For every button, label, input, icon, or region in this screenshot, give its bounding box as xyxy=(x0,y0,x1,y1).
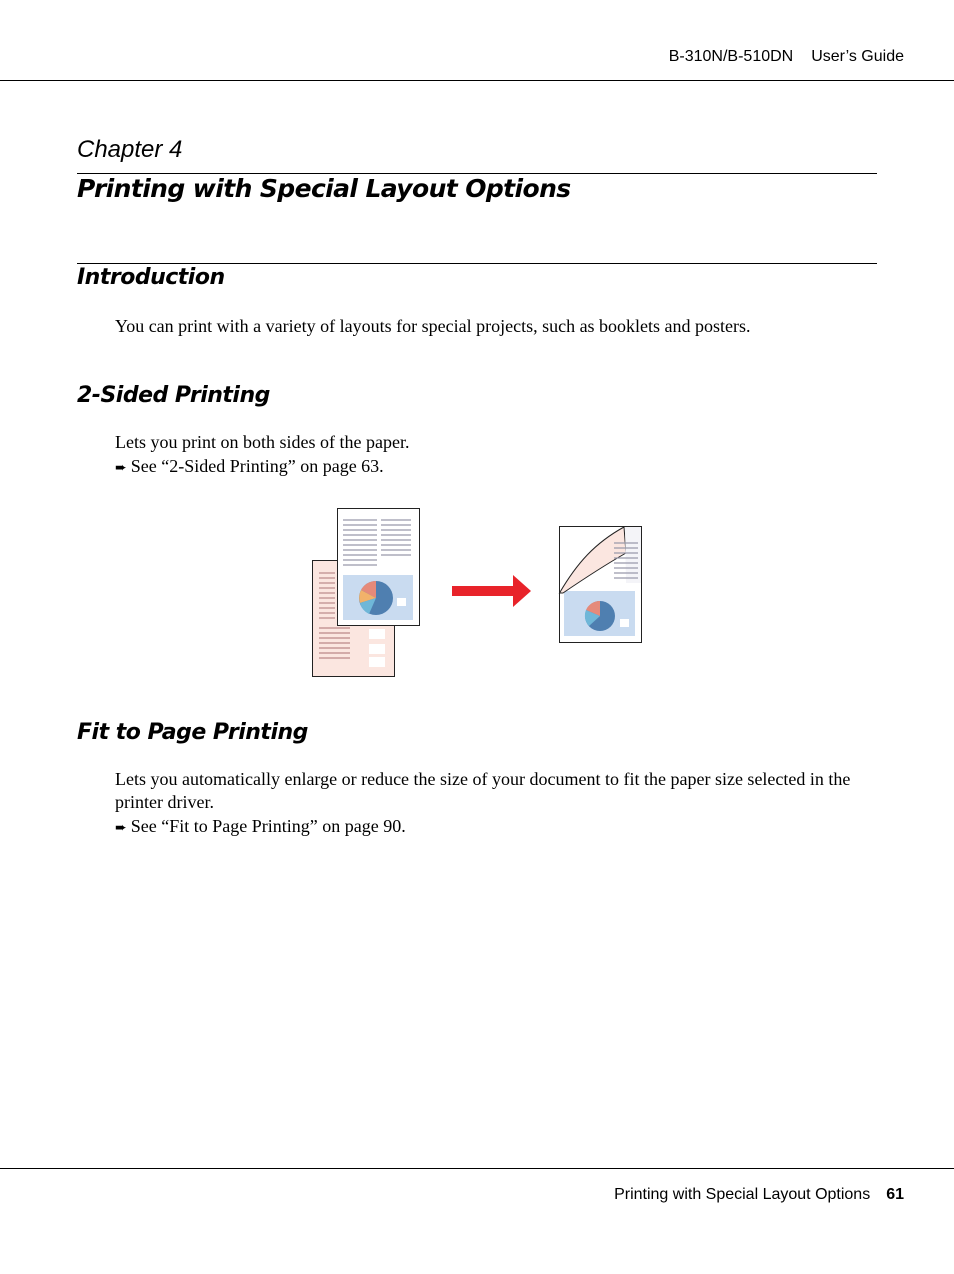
chapter-title: Printing with Special Layout Options xyxy=(77,174,571,203)
fit-to-page-reference-text: See “Fit to Page Printing” on page 90. xyxy=(130,816,406,836)
header-guide: User’s Guide xyxy=(811,48,904,65)
header-rule xyxy=(0,80,954,81)
intro-paragraph: You can print with a variety of layouts for special projects, such as booklets and posters. xyxy=(115,316,751,336)
heading-introduction: Introduction xyxy=(77,265,225,290)
fit-to-page-paragraph: Lets you automatically enlarge or reduce the size of your document to fit the paper size selected in the printer driver. xyxy=(115,769,851,812)
2-sided-reference-text: See “2-Sided Printing” on page 63. xyxy=(130,456,384,476)
right-arrow-icon: ➨ xyxy=(115,820,127,836)
2-sided-paragraph: Lets you print on both sides of the paper. xyxy=(115,432,410,452)
footer-rule xyxy=(0,1168,954,1169)
heading-2-sided-printing: 2-Sided Printing xyxy=(77,383,270,408)
folded-duplex-page-illustration xyxy=(560,527,642,643)
header-model: B-310N/B-510DN xyxy=(668,48,794,65)
page-number: 61 xyxy=(886,1186,904,1203)
running-footer xyxy=(614,1186,904,1204)
2-sided-printing-illustration xyxy=(305,503,650,683)
right-arrow-icon: ➨ xyxy=(115,460,127,476)
front-page-illustration xyxy=(338,509,420,626)
section-rule xyxy=(77,263,877,264)
heading-fit-to-page-printing: Fit to Page Printing xyxy=(77,720,308,745)
footer-section-title: Printing with Special Layout Options xyxy=(614,1186,871,1203)
running-header xyxy=(669,48,904,66)
chapter-label: Chapter 4 xyxy=(77,136,183,163)
2-sided-reference-link[interactable] xyxy=(115,456,384,477)
fit-to-page-reference-link[interactable] xyxy=(115,816,406,837)
red-arrow-icon xyxy=(452,575,531,607)
